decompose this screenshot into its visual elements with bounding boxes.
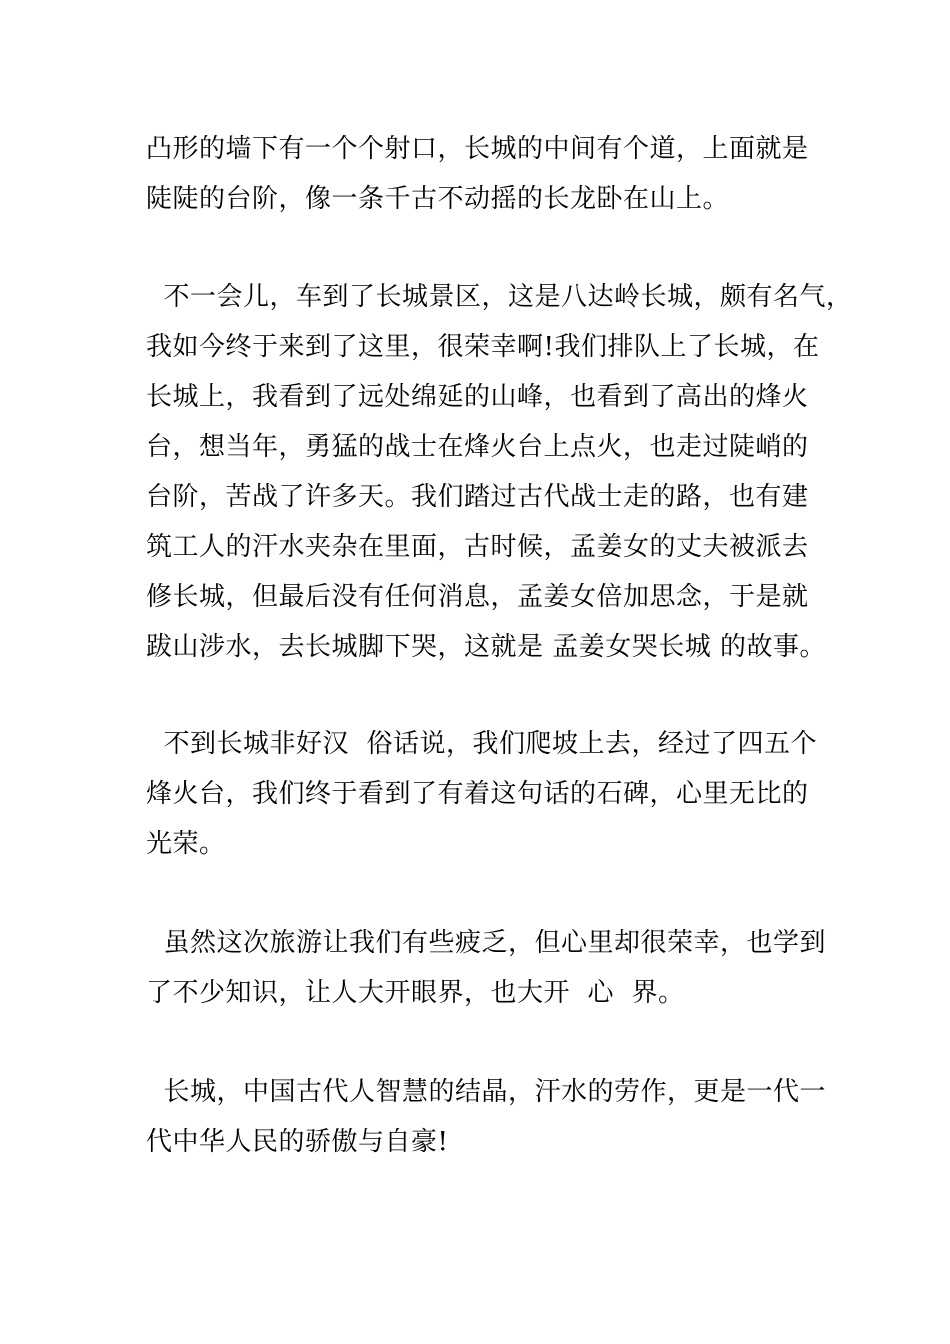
- text-line: 不一会儿，车到了长城景区，这是八达岭长城，颇有名气，: [146, 282, 853, 312]
- paragraph-conclusion: [146, 1067, 826, 1167]
- text-line: 长城上，我看到了远处绵延的山峰，也看到了高出的烽火: [146, 382, 809, 412]
- text-line: 跋山涉水，去长城脚下哭，这就是 孟姜女哭长城 的故事。: [146, 632, 827, 662]
- text-line: 光荣。: [146, 829, 226, 859]
- text-line: 代中华人民的骄傲与自豪!: [146, 1127, 449, 1157]
- text-line: 陡陡的台阶，像一条千古不动摇的长龙卧在山上。: [146, 184, 730, 214]
- text-line: 修长城，但最后没有任何消息，孟姜女倍加思念，于是就: [146, 582, 809, 612]
- text-line: 凸形的墙下有一个个射口，长城的中间有个道，上面就是: [146, 134, 809, 164]
- text-line: 不到长城非好汉 俗话说，我们爬坡上去，经过了四五个: [146, 729, 818, 759]
- text-line: 我如今终于来到了这里，很荣幸啊!我们排队上了长城，在: [146, 332, 820, 362]
- paragraph-hero-saying: [146, 719, 826, 869]
- text-line: 台，想当年，勇猛的战士在烽火台上点火，也走过陡峭的: [146, 432, 809, 462]
- text-line: 长城，中国古代人智慧的结晶，汗水的劳作，更是一代一: [146, 1077, 827, 1107]
- paragraph-badaling-visit: [146, 272, 853, 672]
- text-line: 筑工人的汗水夹杂在里面，古时候，孟姜女的丈夫被派去: [146, 532, 809, 562]
- text-line: 了不少知识，让人大开眼界，也大开 心 界。: [146, 978, 685, 1008]
- text-line: 虽然这次旅游让我们有些疲乏，但心里却很荣幸，也学到: [146, 928, 827, 958]
- paragraph-great-wall-structure: [146, 124, 826, 224]
- text-line: 台阶，苦战了许多天。我们踏过古代战士走的路，也有建: [146, 482, 809, 512]
- text-line: 烽火台，我们终于看到了有着这句话的石碑，心里无比的: [146, 779, 809, 809]
- paragraph-trip-reflection: [146, 918, 826, 1018]
